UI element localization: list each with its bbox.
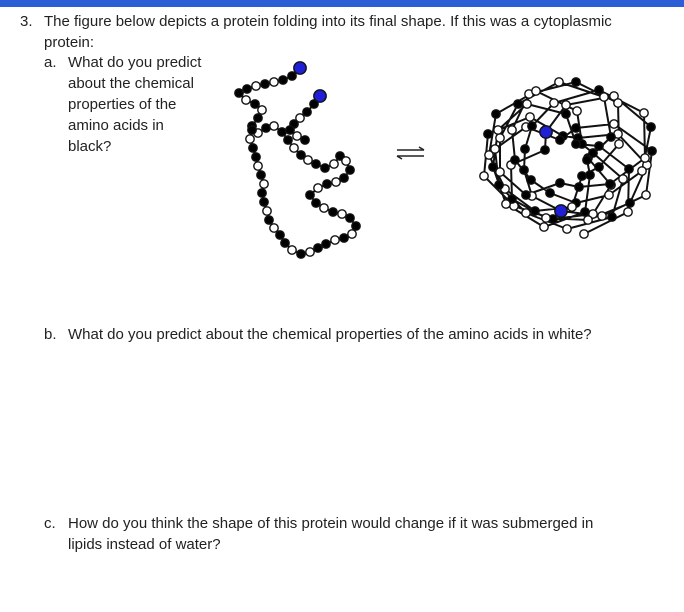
hydrophobic-residue-bead: [235, 89, 243, 97]
hydrophobic-residue-bead: [322, 240, 330, 248]
hydrophilic-residue-bead: [526, 113, 534, 121]
part-a-line: properties of the: [68, 96, 177, 113]
hydrophobic-residue-bead: [495, 181, 503, 189]
hydrophilic-residue-bead: [330, 160, 338, 168]
hydrophobic-residue-bead: [286, 126, 294, 134]
part-a-line: amino acids in: [68, 117, 164, 134]
hydrophobic-residue-bead: [306, 191, 314, 199]
part-c-text-continued: lipids instead of water?: [68, 536, 221, 553]
hydrophilic-residue-bead: [540, 223, 548, 231]
hydrophilic-residue-bead: [293, 132, 301, 140]
hydrophobic-residue-bead: [541, 146, 549, 154]
hydrophobic-residue-bead: [527, 176, 535, 184]
hydrophobic-residue-bead: [625, 165, 633, 173]
hydrophilic-residue-bead: [270, 122, 278, 130]
special-residue-bead: [555, 205, 567, 217]
hydrophilic-residue-bead: [258, 106, 266, 114]
hydrophilic-residue-bead: [641, 154, 649, 162]
hydrophobic-residue-bead: [260, 198, 268, 206]
hydrophilic-residue-bead: [260, 180, 268, 188]
hydrophobic-residue-bead: [329, 208, 337, 216]
hydrophobic-residue-bead: [572, 78, 580, 86]
hydrophobic-residue-bead: [312, 160, 320, 168]
hydrophilic-residue-bead: [320, 204, 328, 212]
hydrophilic-residue-bead: [480, 172, 488, 180]
hydrophilic-residue-bead: [304, 156, 312, 164]
hydrophilic-residue-bead: [600, 93, 608, 101]
hydrophobic-residue-bead: [575, 183, 583, 191]
hydrophobic-residue-bead: [647, 123, 655, 131]
hydrophobic-residue-bead: [572, 124, 580, 132]
question-number: 3.: [20, 13, 33, 30]
hydrophilic-residue-bead: [496, 134, 504, 142]
hydrophobic-residue-bead: [249, 144, 257, 152]
hydrophobic-residue-bead: [284, 136, 292, 144]
hydrophobic-residue-bead: [323, 180, 331, 188]
hydrophobic-residue-bead: [301, 136, 309, 144]
hydrophilic-residue-bead: [348, 230, 356, 238]
hydrophilic-residue-bead: [619, 175, 627, 183]
hydrophobic-residue-bead: [528, 122, 536, 130]
hydrophobic-residue-bead: [511, 156, 519, 164]
hydrophilic-residue-bead: [494, 126, 502, 134]
special-residue-bead: [294, 62, 306, 74]
hydrophilic-residue-bead: [614, 99, 622, 107]
hydrophilic-residue-bead: [522, 209, 530, 217]
hydrophilic-residue-bead: [615, 140, 623, 148]
hydrophobic-residue-bead: [522, 191, 530, 199]
part-a-line: What do you predict: [68, 54, 202, 71]
hydrophobic-residue-bead: [310, 100, 318, 108]
hydrophobic-residue-bead: [531, 207, 539, 215]
part-a-line: black?: [68, 138, 112, 155]
folded-protein-globule: [480, 78, 656, 238]
hydrophilic-residue-bead: [252, 82, 260, 90]
hydrophilic-residue-bead: [568, 203, 576, 211]
hydrophilic-residue-bead: [610, 120, 618, 128]
hydrophilic-residue-bead: [508, 126, 516, 134]
hydrophilic-residue-bead: [523, 100, 531, 108]
hydrophobic-residue-bead: [248, 126, 256, 134]
hydrophobic-residue-bead: [606, 180, 614, 188]
hydrophobic-residue-bead: [278, 128, 286, 136]
special-residue-bead: [540, 126, 552, 138]
hydrophobic-residue-bead: [281, 239, 289, 247]
hydrophobic-residue-bead: [262, 124, 270, 132]
hydrophilic-residue-bead: [573, 107, 581, 115]
hydrophobic-residue-bead: [546, 189, 554, 197]
hydrophobic-residue-bead: [257, 171, 265, 179]
hydrophobic-residue-bead: [489, 163, 497, 171]
hydrophilic-residue-bead: [338, 210, 346, 218]
hydrophilic-residue-bead: [290, 144, 298, 152]
hydrophobic-residue-bead: [589, 149, 597, 157]
hydrophobic-residue-bead: [562, 110, 570, 118]
hydrophilic-residue-bead: [563, 225, 571, 233]
hydrophilic-residue-bead: [306, 248, 314, 256]
hydrophobic-residue-bead: [607, 133, 615, 141]
hydrophilic-residue-bead: [542, 214, 550, 222]
hydrophobic-residue-bead: [521, 145, 529, 153]
hydrophilic-residue-bead: [331, 236, 339, 244]
hydrophilic-residue-bead: [288, 246, 296, 254]
hydrophobic-residue-bead: [340, 234, 348, 242]
hydrophilic-residue-bead: [532, 87, 540, 95]
hydrophobic-residue-bead: [492, 110, 500, 118]
hydrophilic-residue-bead: [624, 208, 632, 216]
hydrophobic-residue-bead: [581, 208, 589, 216]
hydrophobic-residue-bead: [484, 130, 492, 138]
hydrophilic-residue-bead: [502, 200, 510, 208]
hydrophobic-residue-bead: [346, 166, 354, 174]
hydrophobic-residue-bead: [514, 100, 522, 108]
part-c-marker: c.: [44, 515, 56, 532]
question-text: The figure below depicts a protein folding into its final shape. If this was a cytoplasmic: [44, 13, 612, 30]
hydrophilic-residue-bead: [491, 145, 499, 153]
hydrophobic-residue-bead: [303, 108, 311, 116]
hydrophilic-residue-bead: [580, 230, 588, 238]
equilibrium-arrows-icon: [397, 147, 424, 159]
hydrophilic-residue-bead: [254, 162, 262, 170]
hydrophilic-residue-bead: [598, 212, 606, 220]
hydrophobic-residue-bead: [583, 156, 591, 164]
hydrophobic-residue-bead: [648, 147, 656, 155]
hydrophobic-residue-bead: [556, 136, 564, 144]
hydrophilic-residue-bead: [638, 167, 646, 175]
hydrophobic-residue-bead: [297, 250, 305, 258]
hydrophobic-residue-bead: [254, 114, 262, 122]
hydrophilic-residue-bead: [242, 96, 250, 104]
hydrophobic-residue-bead: [578, 172, 586, 180]
question-text-continued: protein:: [44, 34, 95, 51]
hydrophobic-residue-bead: [586, 171, 594, 179]
hydrophobic-residue-bead: [626, 199, 634, 207]
hydrophobic-residue-bead: [352, 222, 360, 230]
hydrophilic-residue-bead: [342, 157, 350, 165]
hydrophobic-residue-bead: [312, 199, 320, 207]
hydrophilic-residue-bead: [642, 191, 650, 199]
hydrophilic-residue-bead: [555, 78, 563, 86]
hydrophobic-residue-bead: [265, 216, 273, 224]
hydrophobic-residue-bead: [595, 163, 603, 171]
part-a-line: about the chemical: [68, 75, 194, 92]
hydrophilic-residue-bead: [640, 109, 648, 117]
part-b-text: What do you predict about the chemical properties of the amino acids in white?: [68, 326, 592, 343]
hydrophobic-residue-bead: [252, 153, 260, 161]
hydrophobic-residue-bead: [258, 189, 266, 197]
hydrophilic-residue-bead: [584, 216, 592, 224]
hydrophilic-residue-bead: [562, 101, 570, 109]
hydrophobic-residue-bead: [321, 164, 329, 172]
part-a-marker: a.: [44, 54, 57, 71]
hydrophobic-residue-bead: [279, 76, 287, 84]
hydrophilic-residue-bead: [246, 135, 254, 143]
hydrophobic-residue-bead: [340, 174, 348, 182]
hydrophobic-residue-bead: [276, 231, 284, 239]
hydrophobic-residue-bead: [314, 244, 322, 252]
hydrophobic-residue-bead: [243, 85, 251, 93]
hydrophobic-residue-bead: [288, 72, 296, 80]
unfolded-protein-chain: [235, 62, 360, 258]
hydrophilic-residue-bead: [270, 78, 278, 86]
hydrophilic-residue-bead: [605, 191, 613, 199]
hydrophobic-residue-bead: [520, 166, 528, 174]
part-c-text: How do you think the shape of this protein would change if it was submerged in: [68, 515, 594, 532]
hydrophobic-residue-bead: [346, 214, 354, 222]
hydrophobic-residue-bead: [261, 80, 269, 88]
hydrophilic-residue-bead: [332, 178, 340, 186]
hydrophilic-residue-bead: [314, 184, 322, 192]
part-b-marker: b.: [44, 326, 57, 343]
hydrophobic-residue-bead: [251, 100, 259, 108]
hydrophobic-residue-bead: [595, 142, 603, 150]
hydrophobic-residue-bead: [608, 213, 616, 221]
hydrophobic-residue-bead: [572, 140, 580, 148]
hydrophilic-residue-bead: [270, 224, 278, 232]
hydrophobic-residue-bead: [556, 179, 564, 187]
hydrophilic-residue-bead: [263, 207, 271, 215]
hydrophilic-residue-bead: [550, 99, 558, 107]
